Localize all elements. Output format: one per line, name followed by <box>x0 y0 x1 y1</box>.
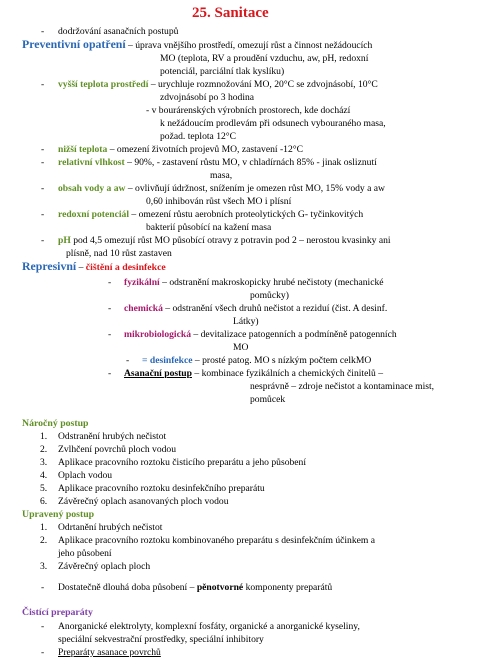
repressive-item-micro <box>124 329 397 341</box>
preventive-desc-3: potenciál, parciální tlak kyslíku) <box>160 66 285 77</box>
bullet-dash: - <box>41 209 45 220</box>
subitem-line-3: požad. teplota 12°C <box>160 131 237 142</box>
page-title: 25. Sanitace <box>192 5 269 21</box>
bullet-dash: - <box>41 79 45 90</box>
subitem-line-2: k nežádoucím prodlevám při odsunech vybouraného masa, <box>160 118 386 129</box>
item-text: – kombinace fyzikálních a chemických činitelů – <box>191 368 383 379</box>
repressive-heading-line: Represivní – čištění a desinfekce <box>22 259 166 273</box>
item-text: – 90%, - zastavení růstu MO, v chladírnách 85% - jinak osliznutí <box>124 157 377 168</box>
item-text-cont: masa, <box>210 170 233 181</box>
term-water: obsah vody a aw <box>58 183 126 194</box>
term-microbiological: mikrobiologická <box>124 329 191 340</box>
preventive-desc-2: MO (teplota, RV a proudění vzduchu, aw, pH, redoxní <box>160 53 369 64</box>
modified-step: Odrtanění hrubých nečistot <box>58 522 163 533</box>
demanding-step: Oplach vodou <box>58 470 113 481</box>
modified-step-cont: jeho působení <box>58 548 112 559</box>
bullet-dash: - <box>41 621 45 632</box>
modified-step: Závěrečný oplach ploch <box>58 561 151 572</box>
item-text: – urychluje rozmnožování MO, 20°C se zdvojnásobí, 10°C <box>148 79 378 90</box>
repressive-item-disinfection <box>142 355 371 367</box>
term-disinfection: = desinfekce <box>142 355 193 366</box>
item-text-cont: nesprávně – zdroje nečistot a kontaminace mist, <box>250 381 435 392</box>
note-bold: pěnotvorné <box>196 582 244 593</box>
demanding-step: Odstranění hrubých nečistot <box>58 431 167 442</box>
demanding-heading: Náročný postup <box>22 418 89 429</box>
item-text: – odstranění makroskopicky hrubé nečistoty (mechanické <box>159 277 384 288</box>
bullet-dash: - <box>41 144 45 155</box>
list-num: 5. <box>40 483 48 494</box>
list-num: 1. <box>40 522 48 533</box>
bullet-dash: - <box>41 157 45 168</box>
term-chemical: chemická <box>124 303 163 314</box>
subitem-line-1: - v bourárenských výrobních prostorech, kde dochází <box>146 105 351 116</box>
repressive-heading: Represivní <box>22 259 77 273</box>
item-text-cont: pomůcek <box>250 394 286 405</box>
item-text-cont: 0,60 inhibován růst všech MO i plísní <box>146 196 292 207</box>
item-text: – omezení růstu aerobních proteolytických G- tyčinkovitých <box>128 209 364 220</box>
preventive-heading: Preventivní opatření <box>22 37 126 51</box>
item-text: pod 4,5 omezují růst MO působící otravy z potravin pod 2 – nerostou kvasinky ani <box>70 235 391 246</box>
repressive-item-procedure <box>124 368 383 380</box>
term-high-temp: vyšší teplota prostředí <box>58 79 149 90</box>
note-text: komponenty preparátů <box>243 582 333 593</box>
preventive-item-low-temp <box>58 144 303 156</box>
list-num: 6. <box>40 496 48 507</box>
bullet-dash: - <box>108 329 112 340</box>
term-redox: redoxní potenciál <box>58 209 129 220</box>
term-sanitation-procedure: Asanační postup <box>124 368 192 379</box>
demanding-step: Aplikace pracovního roztoku čisticího preparátu a jeho působení <box>58 457 307 468</box>
list-num: 3. <box>40 457 48 468</box>
list-num: 4. <box>40 470 48 481</box>
list-num: 1. <box>40 431 48 442</box>
preventive-item-humidity <box>58 157 377 169</box>
bullet-dash: - <box>41 582 45 593</box>
item-text-cont: pomůcky) <box>250 290 289 301</box>
term-ph: pH <box>58 235 71 246</box>
cleaning-item-2: Preparáty asanace povrchů <box>58 647 161 658</box>
term-humidity: relativní vlhkost <box>58 157 125 168</box>
item-text: – odstranění všech druhů nečistot a reziduí (čist. A desinf. <box>162 303 388 314</box>
preventive-item-water <box>58 183 385 195</box>
item-text: – prosté patog. MO s nízkým počtem celkMO <box>192 355 372 366</box>
bullet-dash: - <box>108 303 112 314</box>
item-text-cont: Látky) <box>233 316 259 327</box>
note-text: Dostatečně dlouhá doba působení – <box>58 582 197 593</box>
bullet-dash: - <box>41 26 45 37</box>
bullet-dash: - <box>41 647 45 658</box>
list-num: 3. <box>40 561 48 572</box>
preventive-desc-1: – úprava vnějšího prostředí, omezují růst a činnost nežádoucích <box>125 40 373 51</box>
list-num: 2. <box>40 535 48 546</box>
bullet-dash: - <box>41 235 45 246</box>
item-text-cont: bakterií působící na kažení masa <box>146 222 272 233</box>
term-low-temp: nižší teplota <box>58 144 108 155</box>
modified-heading: Upravený postup <box>22 509 95 520</box>
preventive-item-redox <box>58 209 363 221</box>
modified-step: Aplikace pracovního roztoku kombinovaného preparátu s desinfekčním účinkem a <box>58 535 376 546</box>
item-text: – ovlivňují údržnost, snížením je omezen růst MO, 15% vody a aw <box>125 183 385 194</box>
cleaning-item-1-cont: speciální sekvestrační prostředky, speciální inhibitory <box>58 634 264 645</box>
demanding-step: Aplikace pracovního roztoku desinfekčního preparátu <box>58 483 265 494</box>
term-physical: fyzikální <box>124 277 160 288</box>
demanding-step: Zvlhčení povrchů ploch vodou <box>58 444 177 455</box>
repressive-subheading: čištění a desinfekce <box>85 262 166 273</box>
repressive-item-chemical <box>124 303 387 315</box>
repressive-item-physical <box>124 277 384 289</box>
item-text-cont: plísně, nad 10 růst zastaven <box>66 248 172 259</box>
item-text-cont: zdvojnásobí po 3 hodina <box>160 92 255 103</box>
intro-bullet: dodržování asanačních postupů <box>58 26 179 37</box>
cleaning-item-1: Anorganické elektrolyty, komplexní fosfáty, organické a anorganické kyseliny, <box>58 621 360 632</box>
item-text: – omezení životních projevů MO, zastavení -12°C <box>107 144 303 155</box>
preventive-line-1 <box>22 39 372 52</box>
bullet-dash: - <box>108 368 112 379</box>
item-text: – devitalizace patogenních a podmíněně patogenních <box>191 329 397 340</box>
preventive-item-ph <box>58 235 391 247</box>
bullet-dash: - <box>126 355 130 366</box>
demanding-step: Závěrečný oplach asanovaných ploch vodou <box>58 496 229 507</box>
modified-note <box>58 582 332 594</box>
bullet-dash: - <box>108 277 112 288</box>
list-num: 2. <box>40 444 48 455</box>
bullet-dash: - <box>41 183 45 194</box>
preventive-item-high-temp <box>58 79 378 91</box>
item-text-cont: MO <box>233 342 249 353</box>
cleaning-heading: Čistící preparáty <box>22 607 93 618</box>
